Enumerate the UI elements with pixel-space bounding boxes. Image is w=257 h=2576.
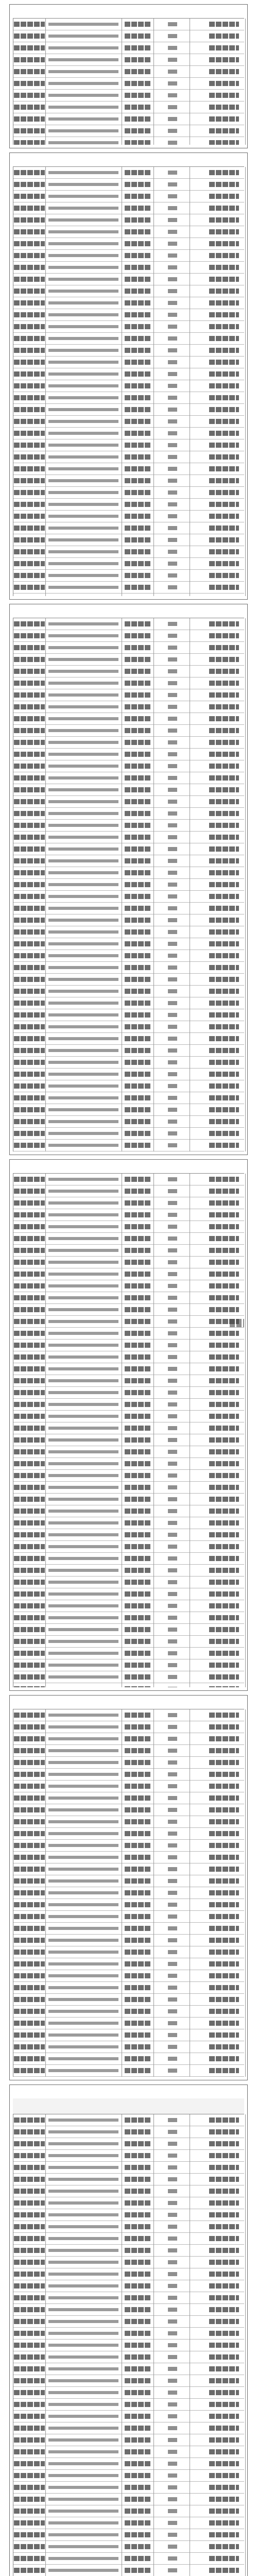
column-divider — [45, 1174, 46, 1687]
roster-table — [13, 1709, 244, 2077]
page-2 — [9, 152, 248, 600]
status-column — [209, 1709, 239, 2077]
column-divider — [45, 618, 46, 1151]
status-column — [209, 19, 239, 145]
column-divider — [245, 19, 246, 145]
column-divider — [245, 618, 246, 1151]
name-column — [14, 1709, 45, 2077]
status-column — [209, 167, 239, 596]
name-column — [14, 19, 45, 145]
column-divider — [245, 1174, 246, 1687]
name-column — [14, 167, 45, 596]
column-divider — [153, 19, 154, 145]
page-1 — [9, 4, 248, 148]
row-annotation — [230, 1319, 244, 1327]
column-divider — [245, 2114, 246, 2576]
column-divider — [153, 1174, 154, 1687]
id-number-column — [48, 167, 118, 596]
column-divider — [245, 167, 246, 596]
unit-column — [125, 19, 151, 145]
page-title — [10, 604, 247, 618]
id-number-column — [48, 1174, 118, 1687]
column-divider — [45, 19, 46, 145]
unit-column — [125, 1709, 151, 2077]
unit-column — [125, 1174, 151, 1687]
status-column — [209, 2114, 239, 2576]
id-number-column — [48, 618, 118, 1151]
unit-column — [125, 167, 151, 596]
mark-column — [168, 19, 177, 145]
status-column — [209, 1174, 239, 1687]
page-title — [10, 2085, 247, 2098]
name-column — [14, 1174, 45, 1687]
page-title — [10, 1160, 247, 1173]
id-number-column — [48, 2114, 118, 2576]
id-number-column — [48, 1709, 118, 2077]
column-divider — [153, 618, 154, 1151]
mark-column — [168, 1174, 177, 1687]
id-number-column — [48, 19, 118, 145]
name-column — [14, 2114, 45, 2576]
roster-table — [13, 166, 244, 596]
page-title — [10, 5, 247, 18]
column-divider — [153, 1709, 154, 2077]
column-divider — [153, 2114, 154, 2576]
page-5 — [9, 1695, 248, 2080]
column-divider — [45, 1709, 46, 2077]
roster-table — [13, 618, 244, 1151]
unit-column — [125, 618, 151, 1151]
roster-table — [13, 1173, 244, 1687]
page-6 — [9, 2084, 248, 2576]
page-title — [10, 1696, 247, 1709]
mark-column — [168, 618, 177, 1151]
mark-column — [168, 1709, 177, 2077]
page-title — [10, 153, 247, 166]
mark-column — [168, 2114, 177, 2576]
column-divider — [45, 167, 46, 596]
table-header-row — [13, 2098, 244, 2114]
column-divider — [45, 2114, 46, 2576]
column-divider — [245, 1709, 246, 2077]
status-column — [209, 618, 239, 1151]
mark-column — [168, 167, 177, 596]
unit-column — [125, 2114, 151, 2576]
roster-table — [13, 2114, 244, 2576]
column-divider — [153, 167, 154, 596]
page-4 — [9, 1159, 248, 1691]
page-3 — [9, 604, 248, 1155]
roster-table — [13, 18, 244, 145]
name-column — [14, 618, 45, 1151]
